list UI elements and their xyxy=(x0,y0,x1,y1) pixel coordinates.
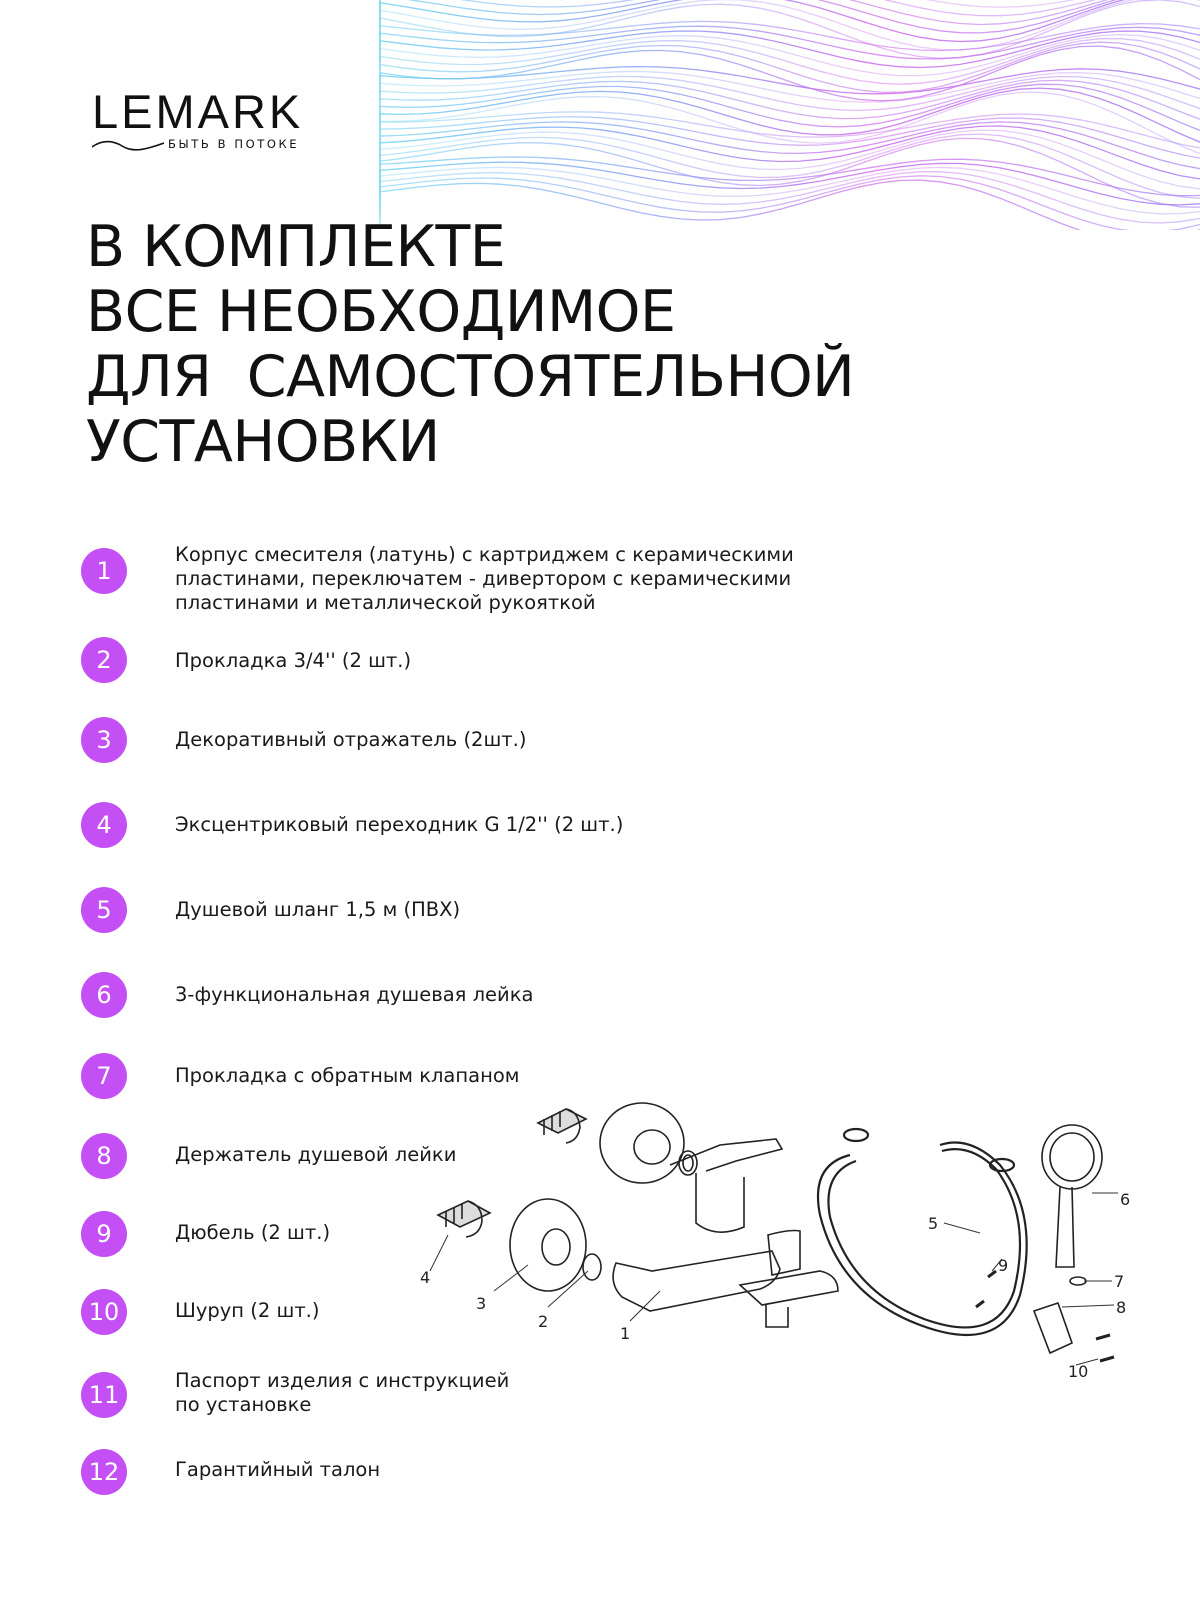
logo-wave-icon xyxy=(92,138,164,152)
item-text: Держатель душевой лейки xyxy=(175,1143,457,1166)
diagram-label-4: 4 xyxy=(420,1268,431,1287)
headline-line: ДЛЯ САМОСТОЯТЕЛЬНОЙ xyxy=(86,344,855,410)
item-number-badge: 8 xyxy=(81,1133,127,1179)
item-number-badge: 1 xyxy=(81,548,127,594)
headline-line: В КОМПЛЕКТЕ xyxy=(86,214,506,280)
brand-logo xyxy=(92,85,342,158)
item-text: Прокладка с обратным клапаном xyxy=(175,1064,520,1087)
item-number-badge: 3 xyxy=(81,717,127,763)
gasket-bottom xyxy=(583,1254,601,1280)
eccentric-adapter-top xyxy=(538,1109,586,1143)
item-number-badge: 5 xyxy=(81,887,127,933)
diagram-label-1: 1 xyxy=(620,1324,631,1343)
item-number-badge: 11 xyxy=(81,1372,127,1418)
diagram-label-9: 9 xyxy=(998,1256,1009,1275)
reflector-hole xyxy=(634,1130,670,1164)
item-text: Паспорт изделия с инструкцией по установке xyxy=(175,1369,510,1416)
eccentric-adapter-bottom xyxy=(438,1201,490,1237)
item-text: Корпус смесителя (латунь) с картриджем с керамическими пластинами, переключатем - дивертором с керамическими пластинами и металлической рукояткой xyxy=(175,543,794,614)
item-text: Гарантийный талон xyxy=(175,1458,381,1481)
dowels xyxy=(976,1271,996,1307)
headline xyxy=(86,215,1126,475)
wave-line xyxy=(380,126,1200,179)
item-text: 3-функциональная душевая лейка xyxy=(175,983,534,1006)
brand-tagline: БЫТЬ В ПОТОКЕ xyxy=(168,137,300,151)
diagram-label-5: 5 xyxy=(928,1214,939,1233)
shower-holder xyxy=(1034,1303,1072,1353)
check-valve-gasket xyxy=(1070,1277,1086,1285)
diagram-label-7: 7 xyxy=(1114,1272,1125,1291)
diagram-label-6: 6 xyxy=(1120,1190,1131,1209)
item-number-badge: 4 xyxy=(81,802,127,848)
decorative-reflector-top xyxy=(600,1103,684,1183)
headline-line: УСТАНОВКИ xyxy=(86,409,440,475)
diagram-label-2: 2 xyxy=(538,1312,549,1331)
reflector-hole xyxy=(542,1229,570,1265)
item-text: Шуруп (2 шт.) xyxy=(175,1299,320,1322)
diagram-label-3: 3 xyxy=(476,1294,487,1313)
item-number-badge: 12 xyxy=(81,1449,127,1495)
diagram-label-8: 8 xyxy=(1116,1298,1127,1317)
item-text: Душевой шланг 1,5 м (ПВХ) xyxy=(175,898,461,921)
item-number-badge: 9 xyxy=(81,1211,127,1257)
brand-name: LEMARK xyxy=(92,85,304,138)
item-text: Прокладка 3/4'' (2 шт.) xyxy=(175,649,412,672)
wave-line xyxy=(380,117,1200,158)
item-text: Декоративный отражатель (2шт.) xyxy=(175,728,527,751)
item-text: Дюбель (2 шт.) xyxy=(175,1221,331,1244)
hand-shower xyxy=(1042,1125,1102,1267)
item-number-badge: 10 xyxy=(81,1289,127,1335)
shower-hose xyxy=(818,1129,1027,1335)
item-text: Эксцентриковый переходник G 1/2'' (2 шт.) xyxy=(175,813,624,836)
item-number-badge: 2 xyxy=(81,637,127,683)
item-number-badge: 6 xyxy=(81,972,127,1018)
decorative-reflector-bottom xyxy=(510,1199,586,1291)
parts-diagram xyxy=(420,1095,1140,1425)
mixer-body xyxy=(613,1139,838,1327)
headline-line: ВСЕ НЕОБХОДИМОЕ xyxy=(86,279,676,345)
item-number-badge: 7 xyxy=(81,1053,127,1099)
screws xyxy=(1096,1335,1114,1361)
diagram-label-10: 10 xyxy=(1068,1362,1089,1381)
